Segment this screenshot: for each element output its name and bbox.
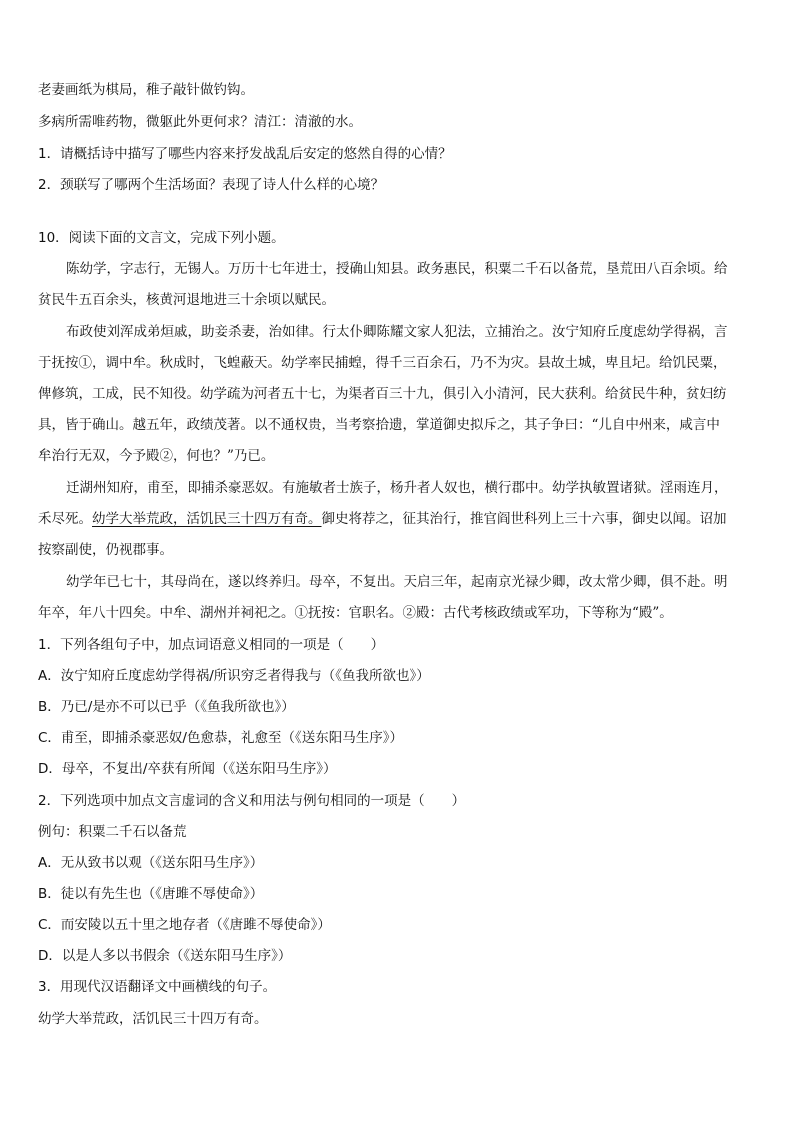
passage-p3-line2 [38, 510, 754, 528]
question-2-example: 例句：积粟二千石以备荒 [38, 824, 187, 840]
passage-p3-line1: 迁湖州知府，甫至，即捕杀豪恶奴。有施敏者士族子，杨升者人奴也，横行郡中。幼学执敏置诸狱。淫雨连月， [66, 480, 728, 496]
poem-line-3: 老妻画纸为棋局，稚子敲针做钓钩。 [38, 82, 254, 98]
question-1-option-d: D．母卒，不复出/卒获有所闻（《送东阳马生序》） [38, 761, 337, 777]
question-2-option-a: A．无从致书以观（《送东阳马生序》） [38, 855, 264, 871]
passage-p1-line1: 陈幼学，字志行，无锡人。万历十七年进士，授确山知县。政务惠民，积粟二千石以备荒，垦荒田八百余顷。给 [66, 261, 728, 277]
passage-text: 禾尽死。 [38, 511, 92, 527]
passage-p4-line2: 年卒，年八十四矣。中牟、湖州并祠祀之。①抚按：官职名。②殿：古代考核政绩或军功，下等称为“殿”。 [38, 605, 673, 621]
passage-text: 御史将荐之，征其治行，推官阎世科列上三十六事，御史以闻。诏加 [321, 511, 727, 527]
question-1-option-a: A．汝宁知府丘度虑幼学得祸/所识穷乏者得我与（《鱼我所欲也》） [38, 668, 430, 684]
question-3-sentence: 幼学大举荒政，活饥民三十四万有奇。 [38, 1011, 268, 1027]
question-1-option-b: B．乃已/是亦不可以已乎（《鱼我所欲也》） [38, 699, 295, 715]
passage-p3-line3: 按察副使，仍视郡事。 [38, 542, 173, 558]
underlined-sentence: 幼学大举荒政，活饥民三十四万有奇。 [92, 511, 322, 527]
passage-p1-line2: 贫民牛五百余头，核黄河退地进三十余顷以赋民。 [38, 292, 335, 308]
question-1-stem: 1．下列各组句子中，加点词语意义相同的一项是（ ） [38, 637, 385, 653]
poem-question-1: 1．请概括诗中描写了哪些内容来抒发战乱后安定的悠然自得的心情？ [38, 146, 452, 162]
passage-p2-line2: 于抚按①，调中牟。秋成时，飞蝗蔽天。幼学率民捕蝗，得千三百余石，乃不为灾。县故土城，卑且圮。给饥民粟， [38, 355, 727, 371]
question-3-stem: 3．用现代汉语翻译文中画横线的句子。 [38, 979, 277, 995]
question-1-option-c: C．甫至，即捕杀豪恶奴/色愈恭，礼愈至（《送东阳马生序》） [38, 730, 403, 746]
question-2-option-d: D．以是人多以书假余（《送东阳马生序》） [38, 948, 292, 964]
passage-p2-line3: 俾修筑，工成，民不知役。幼学疏为河者五十七，为渠者百三十九，俱引入小清河，民大获利。给贫民牛种，贫妇纺 [38, 386, 727, 402]
passage-p4-line1: 幼学年已七十，其母尚在，遂以终养归。母卒，不复出。天启三年，起南京光禄少卿，改太常少卿，俱不赴。明 [66, 574, 728, 590]
passage-p2-line1: 布政使刘浑成弟烜戚，助妾杀妻，治如律。行太仆卿陈耀文家人犯法，立捕治之。汝宁知府丘度虑幼学得祸，言 [66, 324, 728, 340]
question-2-stem: 2．下列选项中加点文言虚词的含义和用法与例句相同的一项是（ ） [38, 793, 466, 809]
passage-p2-line4: 具，皆于确山。越五年，政绩茂著。以不通权贵，当考察拾遗，掌道御史拟斥之，其子争曰：“儿自中州来，咸言中 [38, 417, 720, 433]
passage-p2-line5: 牟治行无双，今予殿②，何也？”乃已。 [38, 448, 275, 464]
question-2-option-c: C．而安陵以五十里之地存者（《唐雎不辱使命》） [38, 917, 331, 933]
poem-question-2: 2．颈联写了哪两个生活场面？表现了诗人什么样的心境？ [38, 177, 385, 193]
poem-line-4: 多病所需唯药物，微躯此外更何求？清江：清澈的水。 [38, 114, 362, 130]
question-2-option-b: B．徒以有先生也（《唐雎不辱使命》） [38, 886, 264, 902]
question-10-title: 10．阅读下面的文言文，完成下列小题。 [38, 230, 285, 246]
